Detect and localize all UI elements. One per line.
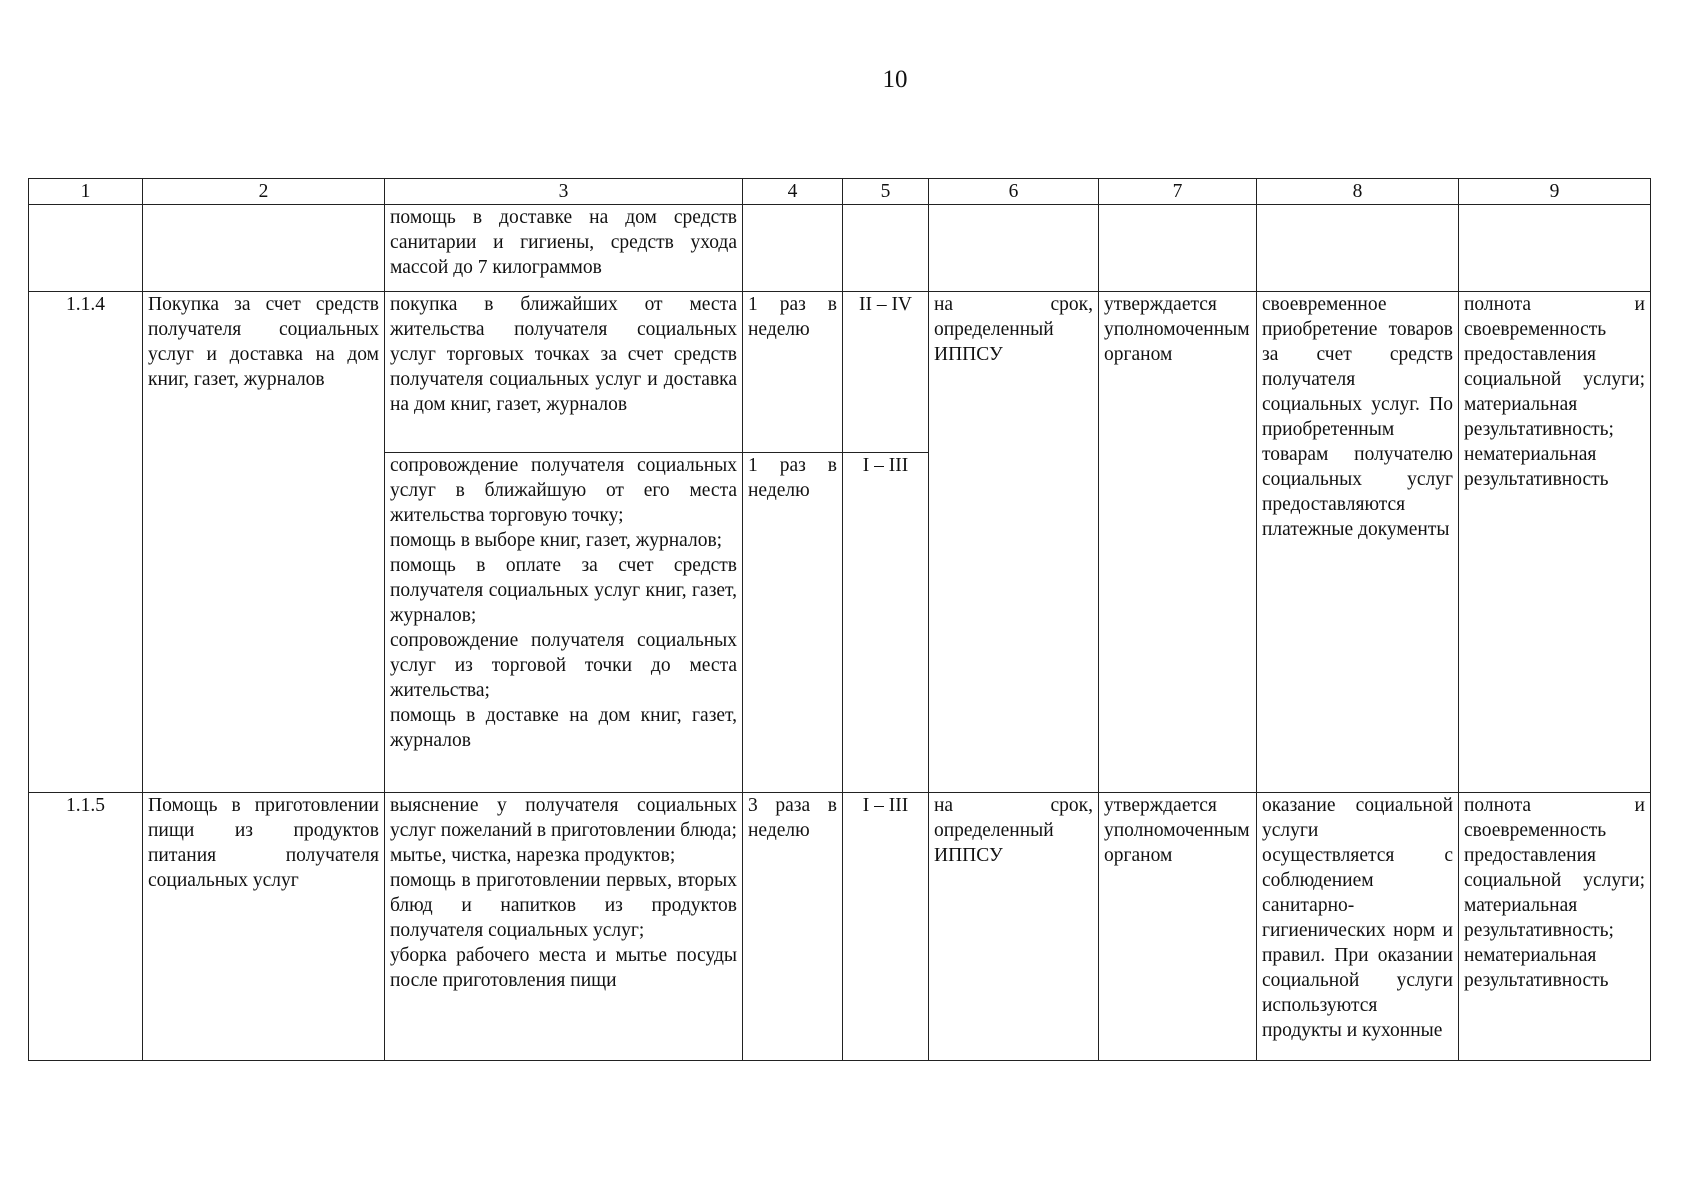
group-cell: I – III (843, 453, 929, 793)
column-header: 1 (29, 179, 143, 205)
content-item: выяснение у получателя социальных услуг пожеланий в приготовлении блюда; (390, 795, 737, 841)
column-header: 2 (143, 179, 385, 205)
service-name-cell: Покупка за счет средств получателя социальных услуг и доставка на дом книг, газет, журналов (143, 292, 385, 793)
content-item: уборка рабочего места и мытье посуды после приготовления пищи (390, 945, 737, 991)
service-content-cell (385, 453, 743, 793)
column-header: 5 (843, 179, 929, 205)
row-number: 1.1.4 (29, 292, 143, 793)
cost-cell: утверждается уполномоченным органом (1099, 292, 1257, 793)
table-cell (1257, 205, 1459, 292)
service-content-cell: покупка в ближайших от места жительства получателя социальных услуг торговых точках за счет средств получателя социальных услуг и доставка на дом книг, газет, журналов (385, 292, 743, 453)
table-cell (1459, 205, 1651, 292)
service-content-cell: помощь в доставке на дом средств санитарии и гигиены, средств ухода массой до 7 килограммов (385, 205, 743, 292)
column-header: 6 (929, 179, 1099, 205)
column-header: 3 (385, 179, 743, 205)
content-item: помощь в приготовлении первых, вторых блюд и напитков из продуктов получателя социальных услуг; (390, 870, 737, 941)
service-name-cell: Помощь в приготовлении пищи из продуктов питания получателя социальных услуг (143, 793, 385, 1061)
table-cell (143, 205, 385, 292)
table-row (29, 292, 1651, 453)
cost-cell: утверждается уполномоченным органом (1099, 793, 1257, 1061)
content-item: помощь в оплате за счет средств получателя социальных услуг книг, газет, журналов; (390, 555, 737, 626)
frequency-cell: 1 раз в неделю (743, 453, 843, 793)
table-row (29, 793, 1651, 1061)
table-header-row (29, 179, 1651, 205)
content-item: сопровождение получателя социальных услуг в ближайшую от его места жительства торговую точку; (390, 455, 737, 526)
column-header: 7 (1099, 179, 1257, 205)
frequency-cell: 1 раз в неделю (743, 292, 843, 453)
indicators-cell: полнота и своевременность предоставления социальной услуги; материальная результативность; нематериальная результативность (1459, 292, 1651, 793)
page-number: 10 (882, 66, 908, 93)
content-item: мытье, чистка, нарезка продуктов; (390, 845, 676, 866)
column-header: 9 (1459, 179, 1651, 205)
group-cell: II – IV (843, 292, 929, 453)
frequency-cell: 3 раза в неделю (743, 793, 843, 1061)
conditions-cell: своевременное приобретение товаров за счет средств получателя социальных услуг. По приобретенным товарам получателю социальных услуг предоставляются платежные документы (1257, 292, 1459, 793)
conditions-cell: оказание социальной услуги осуществляется с соблюдением санитарно-гигиенических норм и правил. При оказании социальной услуги используются продукты и кухонные (1257, 793, 1459, 1061)
column-header: 4 (743, 179, 843, 205)
content-item: помощь в доставке на дом книг, газет, журналов (390, 705, 737, 751)
row-number: 1.1.5 (29, 793, 143, 1061)
table-cell (743, 205, 843, 292)
table-cell (29, 205, 143, 292)
table-cell (843, 205, 929, 292)
group-cell: I – III (843, 793, 929, 1061)
table-cell (929, 205, 1099, 292)
content-item: сопровождение получателя социальных услуг из торговой точки до места жительства; (390, 630, 737, 701)
table-cell (1099, 205, 1257, 292)
term-cell: на срок, определенный ИППСУ (929, 292, 1099, 793)
content-item: помощь в выборе книг, газет, журналов; (390, 530, 723, 551)
term-cell: на срок, определенный ИППСУ (929, 793, 1099, 1061)
column-header: 8 (1257, 179, 1459, 205)
indicators-cell: полнота и своевременность предоставления социальной услуги; материальная результативность; нематериальная результативность (1459, 793, 1651, 1061)
services-table (28, 178, 1651, 1061)
table-row (29, 205, 1651, 292)
service-content-cell (385, 793, 743, 1061)
